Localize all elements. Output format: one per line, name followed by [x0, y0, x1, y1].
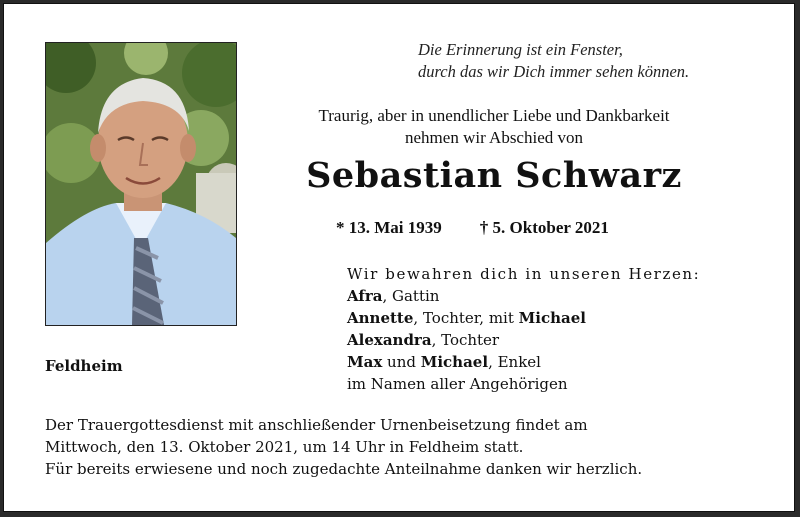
deceased-name: Sebastian Schwarz: [306, 155, 682, 196]
mourner-name: Alexandra: [347, 331, 432, 349]
service-line-1: Der Trauergottesdienst mit anschließender Urnenbeisetzung findet am: [45, 416, 588, 434]
thanks-line: Für bereits erwiesene und noch zugedachte Anteilnahme danken wir herzlich.: [45, 460, 643, 478]
place-name: Feldheim: [45, 357, 123, 375]
mourner-relation: , Gattin: [382, 287, 440, 305]
service-info: [45, 414, 765, 480]
mourner-line: [347, 329, 700, 351]
birth-date: 13. Mai 1939: [348, 218, 442, 237]
mourners-closing: im Namen aller Angehörigen: [347, 375, 568, 393]
mourner-name: Afra: [347, 287, 383, 305]
obituary-notice: [3, 3, 795, 512]
mourner-line: [347, 351, 700, 373]
memorial-quote: [418, 39, 689, 83]
service-line-2: Mittwoch, den 13. Oktober 2021, um 14 Uhr in Feldheim statt.: [45, 438, 524, 456]
mourner-line: [347, 307, 700, 329]
mourner-relation: , Tochter, mit: [413, 309, 519, 327]
mourner-name: Michael: [420, 353, 489, 371]
mourner-line: [347, 285, 700, 307]
quote-line-1: Die Erinnerung ist ein Fenster,: [418, 40, 623, 59]
death-date: 5. Oktober 2021: [492, 218, 609, 237]
mourners-list: [347, 263, 700, 395]
quote-line-2: durch das wir Dich immer sehen können.: [418, 62, 690, 81]
birth-symbol: *: [336, 218, 345, 237]
mourner-name: Max: [347, 353, 383, 371]
mourner-name: Annette: [347, 309, 414, 327]
mourner-name: Michael: [518, 309, 586, 327]
mourner-relation: , Tochter: [431, 331, 500, 349]
mourner-relation: und: [382, 353, 421, 371]
life-dates: [336, 217, 609, 239]
intro-line-1: Traurig, aber in unendlicher Liebe und Dankbarkeit: [318, 106, 670, 125]
portrait-photo: [45, 42, 237, 326]
mourner-relation: , Enkel: [488, 353, 541, 371]
mourners-heading: Wir bewahren dich in unseren Herzen:: [347, 265, 701, 283]
death-symbol: †: [479, 218, 489, 237]
intro-line-2: nehmen wir Abschied von: [405, 128, 583, 147]
intro-text: [256, 105, 732, 149]
